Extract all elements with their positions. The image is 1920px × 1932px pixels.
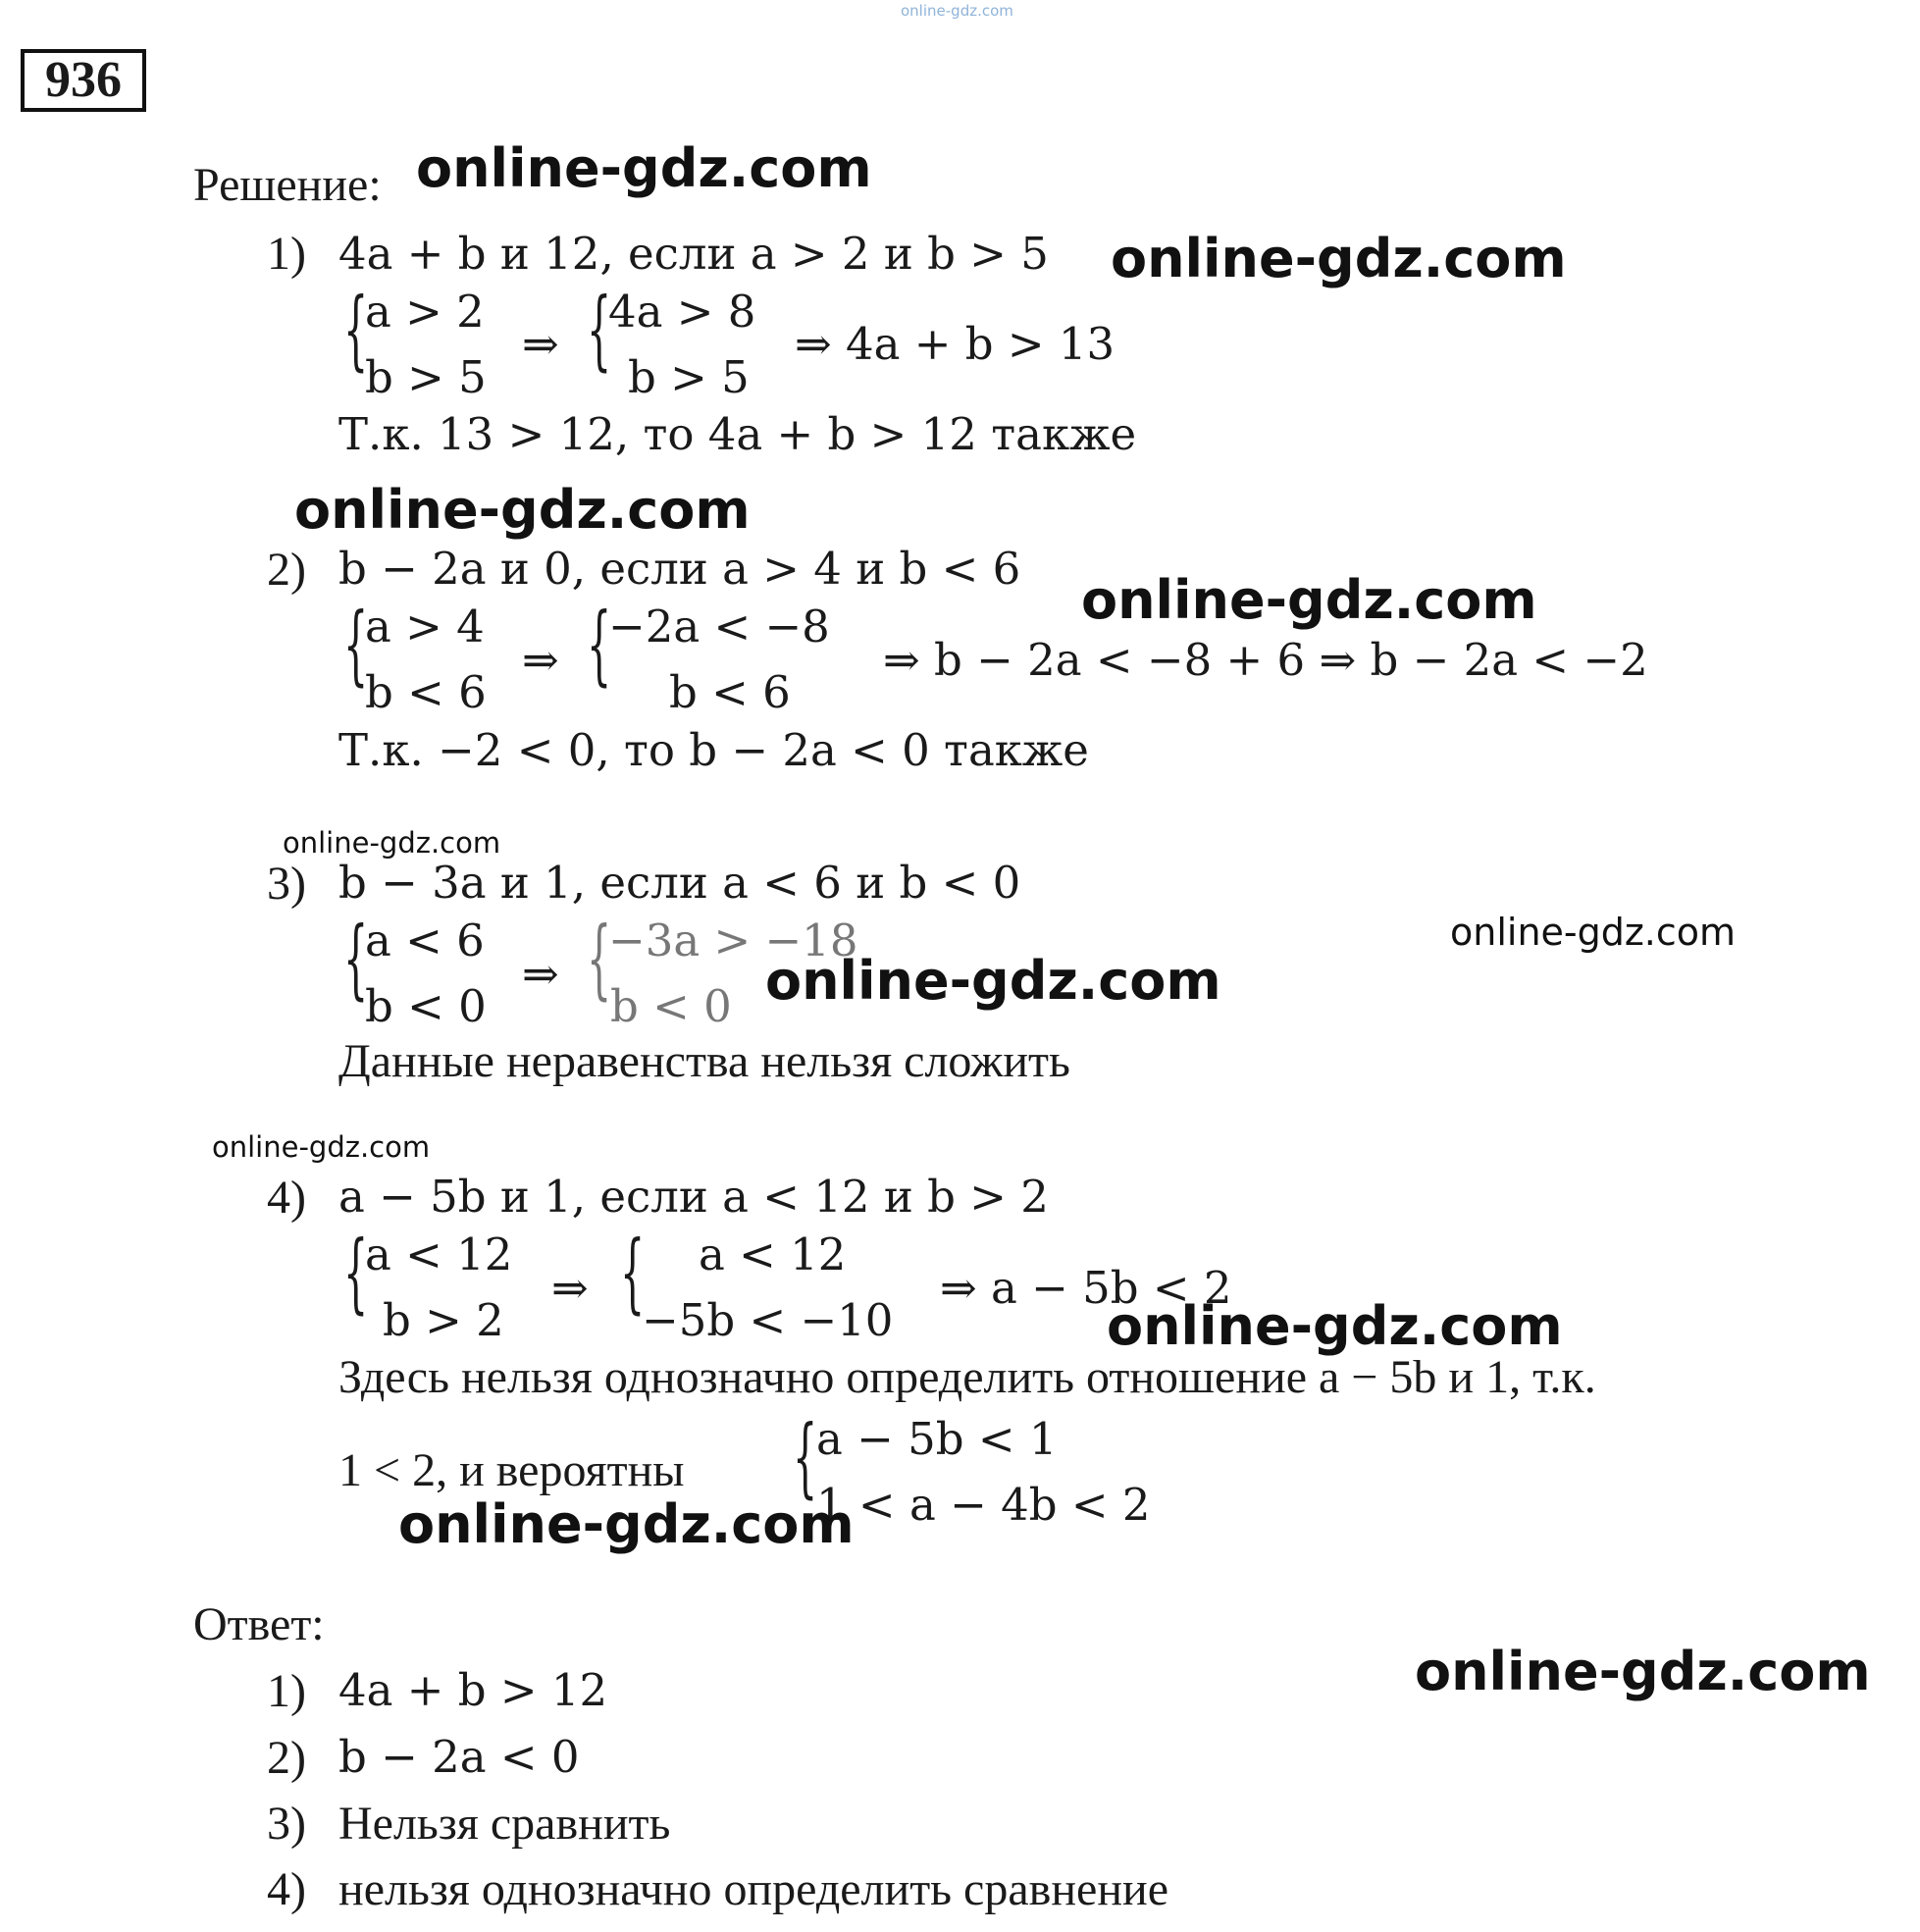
task-number: 936 xyxy=(21,49,146,112)
item-number: 1) xyxy=(267,228,306,280)
watermark: online-gdz.com xyxy=(1107,1295,1563,1357)
answer-text: b − 2a < 0 xyxy=(338,1731,580,1783)
system-result: ⇒ a − 5b < 2 xyxy=(940,1262,1232,1314)
system-line: a < 6 xyxy=(365,914,485,966)
system-line: a < 12 xyxy=(699,1228,847,1280)
system-line: b < 6 xyxy=(669,666,791,718)
system-result: ⇒ 4a + b > 13 xyxy=(795,318,1116,370)
item-statement: a − 5b и 1, если a < 12 и b > 2 xyxy=(338,1171,1049,1223)
system-line: 4a > 8 xyxy=(608,286,756,338)
system-line: b > 5 xyxy=(628,351,750,403)
answer-label: Ответ: xyxy=(193,1598,325,1650)
watermark: online-gdz.com xyxy=(283,826,501,860)
watermark: online-gdz.com xyxy=(416,137,872,199)
system-line: a > 2 xyxy=(365,286,485,338)
watermark: online-gdz.com xyxy=(1415,1641,1871,1702)
solution-label: Решение: xyxy=(193,159,382,211)
system-line: −2a < −8 xyxy=(608,600,830,653)
answer-number: 3) xyxy=(267,1798,306,1850)
watermark: online-gdz.com xyxy=(398,1493,855,1555)
implies-arrow: ⇒ xyxy=(522,634,559,686)
system-line: −5b < −10 xyxy=(642,1294,894,1346)
system-line: b < 6 xyxy=(365,666,487,718)
system-line: a > 4 xyxy=(365,600,485,653)
item-number: 2) xyxy=(267,544,306,596)
brace-left-icon: { xyxy=(343,279,369,380)
conclusion: Т.к. −2 < 0, то b − 2a < 0 также xyxy=(338,724,1089,776)
answer-text: Нельзя сравнить xyxy=(338,1798,671,1850)
watermark-top: online-gdz.com xyxy=(901,2,1013,20)
system-line: b < 0 xyxy=(610,980,732,1032)
implies-arrow: ⇒ xyxy=(522,318,559,370)
system-line: b > 5 xyxy=(365,351,487,403)
item-statement: 4a + b и 12, если a > 2 и b > 5 xyxy=(338,228,1049,280)
answer-number: 1) xyxy=(267,1665,306,1717)
brace-left-icon: { xyxy=(343,594,369,695)
brace-left-icon: { xyxy=(587,594,612,695)
item-number: 4) xyxy=(267,1172,306,1224)
answer-number: 2) xyxy=(267,1732,306,1784)
item-statement: b − 2a и 0, если a > 4 и b < 6 xyxy=(338,543,1021,595)
watermark: online-gdz.com xyxy=(294,479,751,541)
watermark: online-gdz.com xyxy=(212,1130,431,1164)
item-number: 3) xyxy=(267,858,306,910)
implies-arrow: ⇒ xyxy=(551,1262,589,1314)
system-line: −3a > −18 xyxy=(608,914,858,966)
brace-left-icon: { xyxy=(343,1222,369,1323)
conclusion-line2: 1 < 2, и вероятны xyxy=(338,1444,685,1496)
brace-left-icon: { xyxy=(587,279,612,380)
item-statement: b − 3a и 1, если a < 6 и b < 0 xyxy=(338,857,1021,909)
system-line: b > 2 xyxy=(383,1294,504,1346)
conclusion: Т.к. 13 > 12, то 4a + b > 12 также xyxy=(338,408,1137,460)
system-line: 1 < a − 4b < 2 xyxy=(816,1479,1151,1531)
system-line: a − 5b < 1 xyxy=(816,1413,1058,1465)
brace-left-icon: { xyxy=(587,908,612,1009)
watermark: online-gdz.com xyxy=(1450,911,1737,954)
brace-left-icon: { xyxy=(793,1406,818,1507)
brace-left-icon: { xyxy=(343,908,369,1009)
watermark: online-gdz.com xyxy=(1111,228,1567,289)
conclusion: Здесь нельзя однозначно определить отношение a − 5b и 1, т.к. xyxy=(338,1351,1596,1403)
conclusion: Данные неравенства нельзя сложить xyxy=(338,1035,1070,1087)
system-line: a < 12 xyxy=(365,1228,513,1280)
watermark: online-gdz.com xyxy=(1081,569,1537,631)
answer-text: нельзя однозначно определить сравнение xyxy=(338,1863,1168,1915)
implies-arrow: ⇒ xyxy=(522,948,559,1000)
system-result: ⇒ b − 2a < −8 + 6 ⇒ b − 2a < −2 xyxy=(883,634,1648,686)
answer-number: 4) xyxy=(267,1863,306,1915)
watermark: online-gdz.com xyxy=(765,950,1221,1012)
brace-left-icon: { xyxy=(620,1222,646,1323)
answer-text: 4a + b > 12 xyxy=(338,1664,608,1716)
system-line: b < 0 xyxy=(365,980,487,1032)
